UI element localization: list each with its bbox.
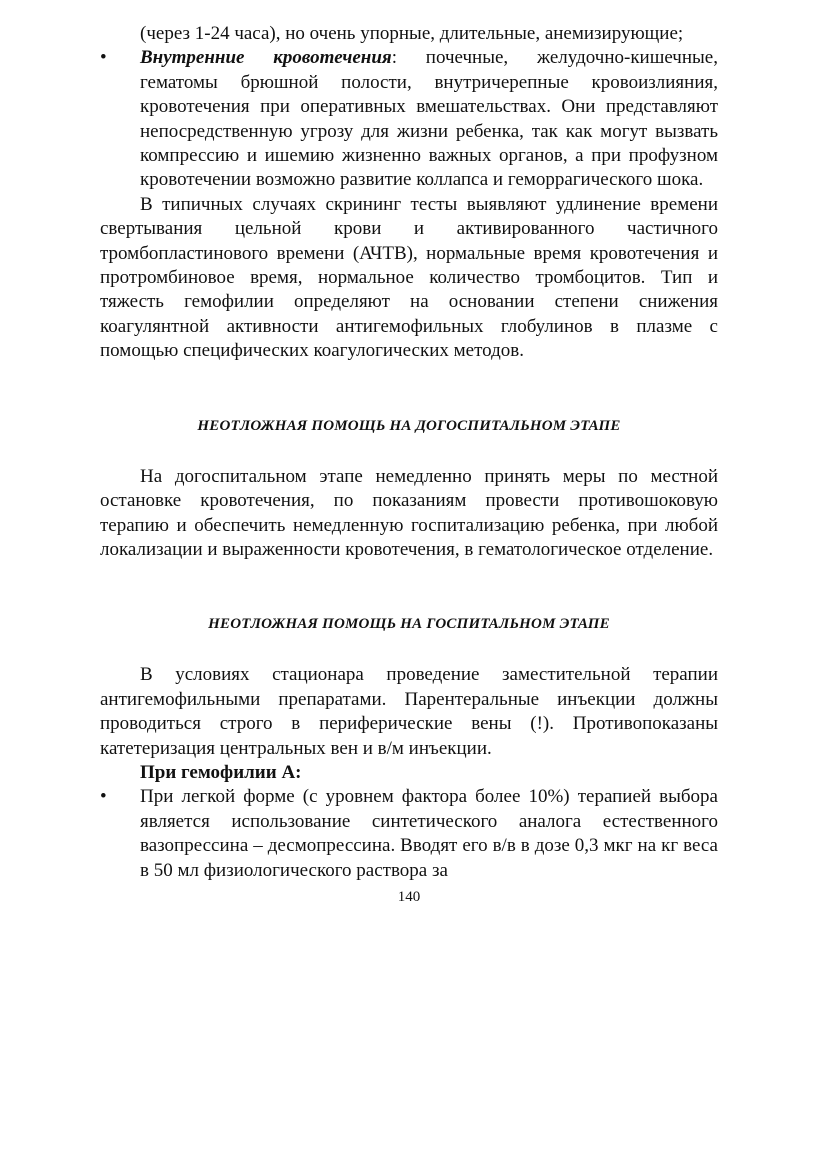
hospital-paragraph: В условиях стационара проведение заместительной терапии антигемофильными препаратами. Парентеральные инъекции должны проводиться строго в периферические вены (!). Противопоказаны катетеризация центральных вен и в/м инъекции. — [100, 664, 718, 759]
prehospital-paragraph: На догоспитальном этапе немедленно принять меры по местной остановке кровотечения, по показаниям провести противошоковую терапию и обеспечить немедленную госпитализацию ребенка, при любой локализации и выраженности кровотечения, в гематологическое отделение. — [100, 465, 718, 560]
bullet-icon: • — [100, 786, 107, 808]
page-number: 140 — [397, 888, 421, 905]
screening-paragraph: В типичных случаях скрининг тесты выявляют удлинение времени свертывания цельной крови и активированного частичного тромбопластинового времени (АЧТВ), нормальные время кровотечения и протромбиновое время, нормальное количество тромбоцитов. Тип и тяжесть гемофилии определяют на основании степени снижения коагулянтной активности антигемофильных глобулинов в плазме с помощью специфических коагулогических методов. — [100, 193, 718, 362]
document-page — [100, 20, 718, 906]
internal-bleeding-text: : почечные, желудочно-кишечные, гематомы брюшной полости, внутричерепные кровоизлияния, кровотечения при оперативных вмешательствах. Они представляют непосредственную угрозу для жизни ребенка, так как могут вызвать компрессию и ишемию жизненно важных органов, а при профузном кровотечении возможно развитие коллапса и геморрагического шока. — [140, 47, 718, 191]
bullet-internal-bleeding — [100, 46, 718, 192]
bullet-icon: • — [100, 47, 107, 69]
continuation-text: (через 1-24 часа), но очень упорные, длительные, анемизирующие; — [140, 23, 684, 44]
bullet-mild-form — [100, 785, 718, 883]
section-heading-hospital: НЕОТЛОЖНАЯ ПОМОЩЬ НА ГОСПИТАЛЬНОМ ЭТАПЕ — [208, 616, 610, 633]
hemophilia-a-subheading: При гемофилии А: — [140, 761, 302, 783]
section-heading-prehospital: НЕОТЛОЖНАЯ ПОМОЩЬ НА ДОГОСПИТАЛЬНОМ ЭТАПЕ — [197, 417, 621, 434]
internal-bleeding-label: Внутренние кровотечения — [140, 47, 392, 69]
mild-form-text: При легкой форме (с уровнем фактора более 10%) терапией выбора является использование синтетического аналога естественного вазопрессина – десмопрессина. Вводят его в/в в дозе 0,3 мкг на кг веса в 50 мл физиологического раствора за — [140, 786, 718, 881]
